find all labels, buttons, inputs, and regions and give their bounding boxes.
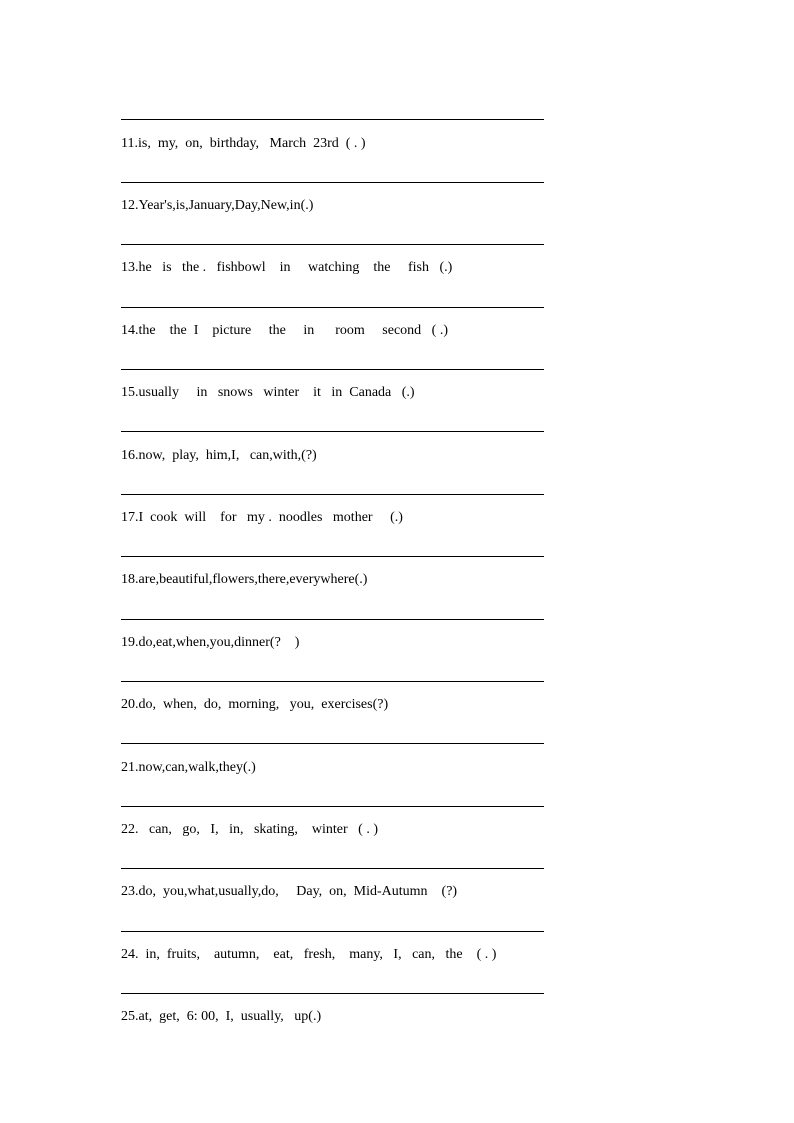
question-13: 13.he is the . fishbowl in watching the fish (.) (121, 260, 453, 275)
question-11: 11.is, my, on, birthday, March 23rd ( . ) (121, 136, 366, 151)
answer-line (121, 931, 544, 932)
question-20: 20.do, when, do, morning, you, exercises(?) (121, 697, 389, 712)
answer-line (121, 307, 544, 308)
answer-line (121, 619, 544, 620)
question-21: 21.now,can,walk,they(.) (121, 760, 256, 775)
answer-line (121, 182, 544, 183)
question-23: 23.do, you,what,usually,do, Day, on, Mid-Autumn (?) (121, 884, 458, 899)
answer-line (121, 556, 544, 557)
question-16: 16.now, play, him,I, can,with,(?) (121, 448, 317, 463)
answer-line (121, 681, 544, 682)
answer-line (121, 431, 544, 432)
answer-line (121, 743, 544, 744)
question-14: 14.the the I picture the in room second ( .) (121, 323, 448, 338)
answer-line (121, 494, 544, 495)
answer-line (121, 806, 544, 807)
answer-line (121, 244, 544, 245)
answer-line (121, 119, 544, 120)
question-25: 25.at, get, 6: 00, I, usually, up(.) (121, 1009, 322, 1024)
question-19: 19.do,eat,when,you,dinner(? ) (121, 635, 300, 650)
question-17: 17.I cook will for my . noodles mother (.) (121, 510, 403, 525)
question-24: 24. in, fruits, autumn, eat, fresh, many, I, can, the ( . ) (121, 947, 497, 962)
question-12: 12.Year's,is,January,Day,New,in(.) (121, 198, 314, 213)
question-22: 22. can, go, I, in, skating, winter ( . ) (121, 822, 379, 837)
answer-line (121, 993, 544, 994)
question-15: 15.usually in snows winter it in Canada (.) (121, 385, 415, 400)
answer-line (121, 369, 544, 370)
answer-line (121, 868, 544, 869)
question-18: 18.are,beautiful,flowers,there,everywhere(.) (121, 572, 368, 587)
